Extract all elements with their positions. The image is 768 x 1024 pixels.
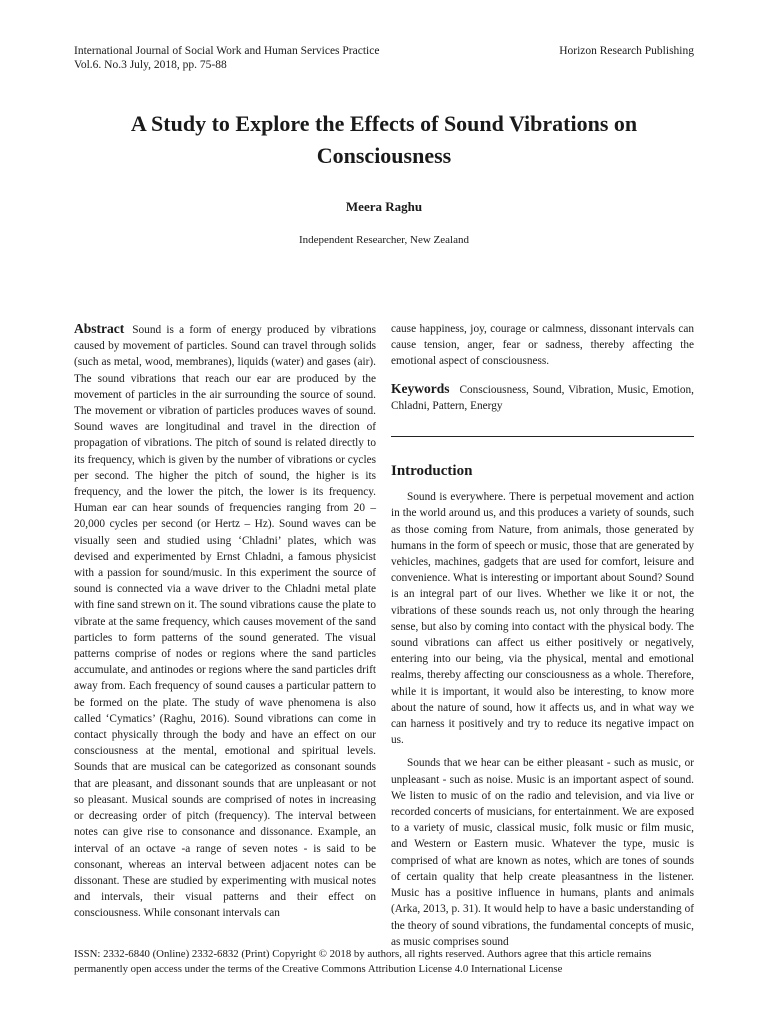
left-column: [74, 321, 376, 922]
introduction-heading: Introduction: [391, 463, 473, 480]
footer-line-1: ISSN: 2332-6840 (Online) 2332-6832 (Print) Copyright © 2018 by authors, all rights reserved. Authors agree that this article remains: [74, 948, 652, 960]
running-header-left: [74, 44, 379, 72]
author-affiliation: Independent Researcher, New Zealand: [299, 234, 469, 246]
keywords-label: Keywords: [391, 380, 450, 396]
publisher-name: Horizon Research Publishing: [559, 45, 694, 57]
keywords: [391, 381, 694, 414]
abstract-label: Abstract: [74, 321, 125, 336]
introduction-paragraph-1: Sound is everywhere. There is perpetual movement and action in the world around us, and this produces a variety of sounds, such as those coming from Nature, from animals, those generated by humans in the form of speech or music, those that are generated by vehicles, machines, gadgets that are used for comfort, leisure and convenience. What is interesting or important about Sound? Sound is an integral part of our lives. Whether we like it or not, the vibrations of these sounds reach us, not only through the hearing sense, but also by coming into contact with the physical body. The sound vibrations can affect us either positively or negatively, entering into our being, via the physical, mental and emotional realms, thereby affecting our consciousness as a whole. Therefore, while it is important, it would also be interesting, to know more about the nature of sound, how it affects us, and in what way we can harness it positively and try to reduce its negative impact on us.: [391, 491, 694, 747]
journal-name: International Journal of Social Work and Human Services Practice: [74, 45, 380, 57]
copyright-footer: [74, 947, 698, 977]
paper-title: A Study to Explore the Effects of Sound Vibrations on Consciousness: [130, 111, 638, 168]
section-divider: [391, 436, 694, 437]
right-column: [391, 321, 694, 950]
abstract-text: Sound is a form of energy produced by vibrations caused by movement of particles. Sound can travel through solids (such as metal, wood, membranes), liquids (water) and gases (air). The sound vibrations that reach our ear are produced by the movement of particles in the air surrounding the source of sound. The movement or vibration of particles produces waves of sound. Sound waves are longitudinal and travel in the direction of propagation of vibrations. The pitch of sound is related directly to its frequency, which is given by the number of vibrations or cycles per second. The higher the pitch of sound, the higher is its frequency, and the lower the pitch, the lower is its frequency. Human ear can hear sounds of frequencies ranging from 20 – 20,000 cycles per second (or Hertz – Hz). Sound waves can be visually seen and studied using ‘Chladni’ plates, which was devised and experimented by Ernst Chladni, a famous physicist with a passion for sound/music. In this experiment the source of sound is connected via a wave driver to the Chladni metal plate with fine sand strewn on it. The sound vibrations cause the plate to vibrate at the same frequency, which causes movement of the sand particles to form patterns of the sound generated. The visual patterns comprise of nodes or regions where the sand particles accumulate, and antinodes or regions where the sand particles drift away from. Each frequency of sound causes a particular pattern to be formed on the plate. The study of wave phenomena is also called ‘Cymatics’ (Raghu, 2016). Sound vibrations can come in contact physically through the body and have an effect on our consciousness at the mental, emotional and spiritual levels. Sounds that are musical can be categorized as consonant sounds that are pleasant, and dissonant sounds that are unpleasant or not so pleasant. Musical sounds are comprised of notes in increasing or decreasing order of pitch (frequency). The interval between notes can give rise to consonance and dissonance. Example, an interval of an octave -a range of seven notes - is said to be consonant, whereas an interval between adjacent notes can be dissonant. These are studied by experimenting with musical notes and intervals, their visual patterns and their effect on consciousness. While consonant intervals can: [74, 324, 376, 920]
footer-line-2: permanently open access under the terms of the Creative Commons Attribution License 4.0 International License: [74, 963, 563, 975]
keywords-text: Consciousness, Sound, Vibration, Music, Emotion, Chladni, Pattern, Energy: [391, 383, 694, 412]
abstract: [74, 321, 376, 922]
journal-issue: Vol.6. No.3 July, 2018, pp. 75-88: [74, 59, 227, 71]
abstract-continuation: cause happiness, joy, courage or calmness, dissonant intervals can cause tension, anger, fear or sadness, thereby affecting the emotional aspect of consciousness.: [391, 323, 694, 368]
author-name: Meera Raghu: [345, 199, 423, 214]
introduction-paragraph-2: Sounds that we hear can be either pleasant - such as music, or unpleasant - such as noise. Music is an important aspect of sound. We listen to music of on the radio and television, and via live or recorded concerts of musicians, for entertainment. We are exposed to a variety of music, classical music, folk music or film music, and Western or Eastern music. Whatever the type, music is comprised of what are known as notes, which are tones of sounds of certain quality that help create pleasantness in the listener. Music has a positive influence in humans, plants and animals (Arka, 2013, p. 31). It would help to have a basic understanding of the theory of sound vibrations, the fundamental concepts of music, as music comprises sound: [391, 757, 694, 948]
